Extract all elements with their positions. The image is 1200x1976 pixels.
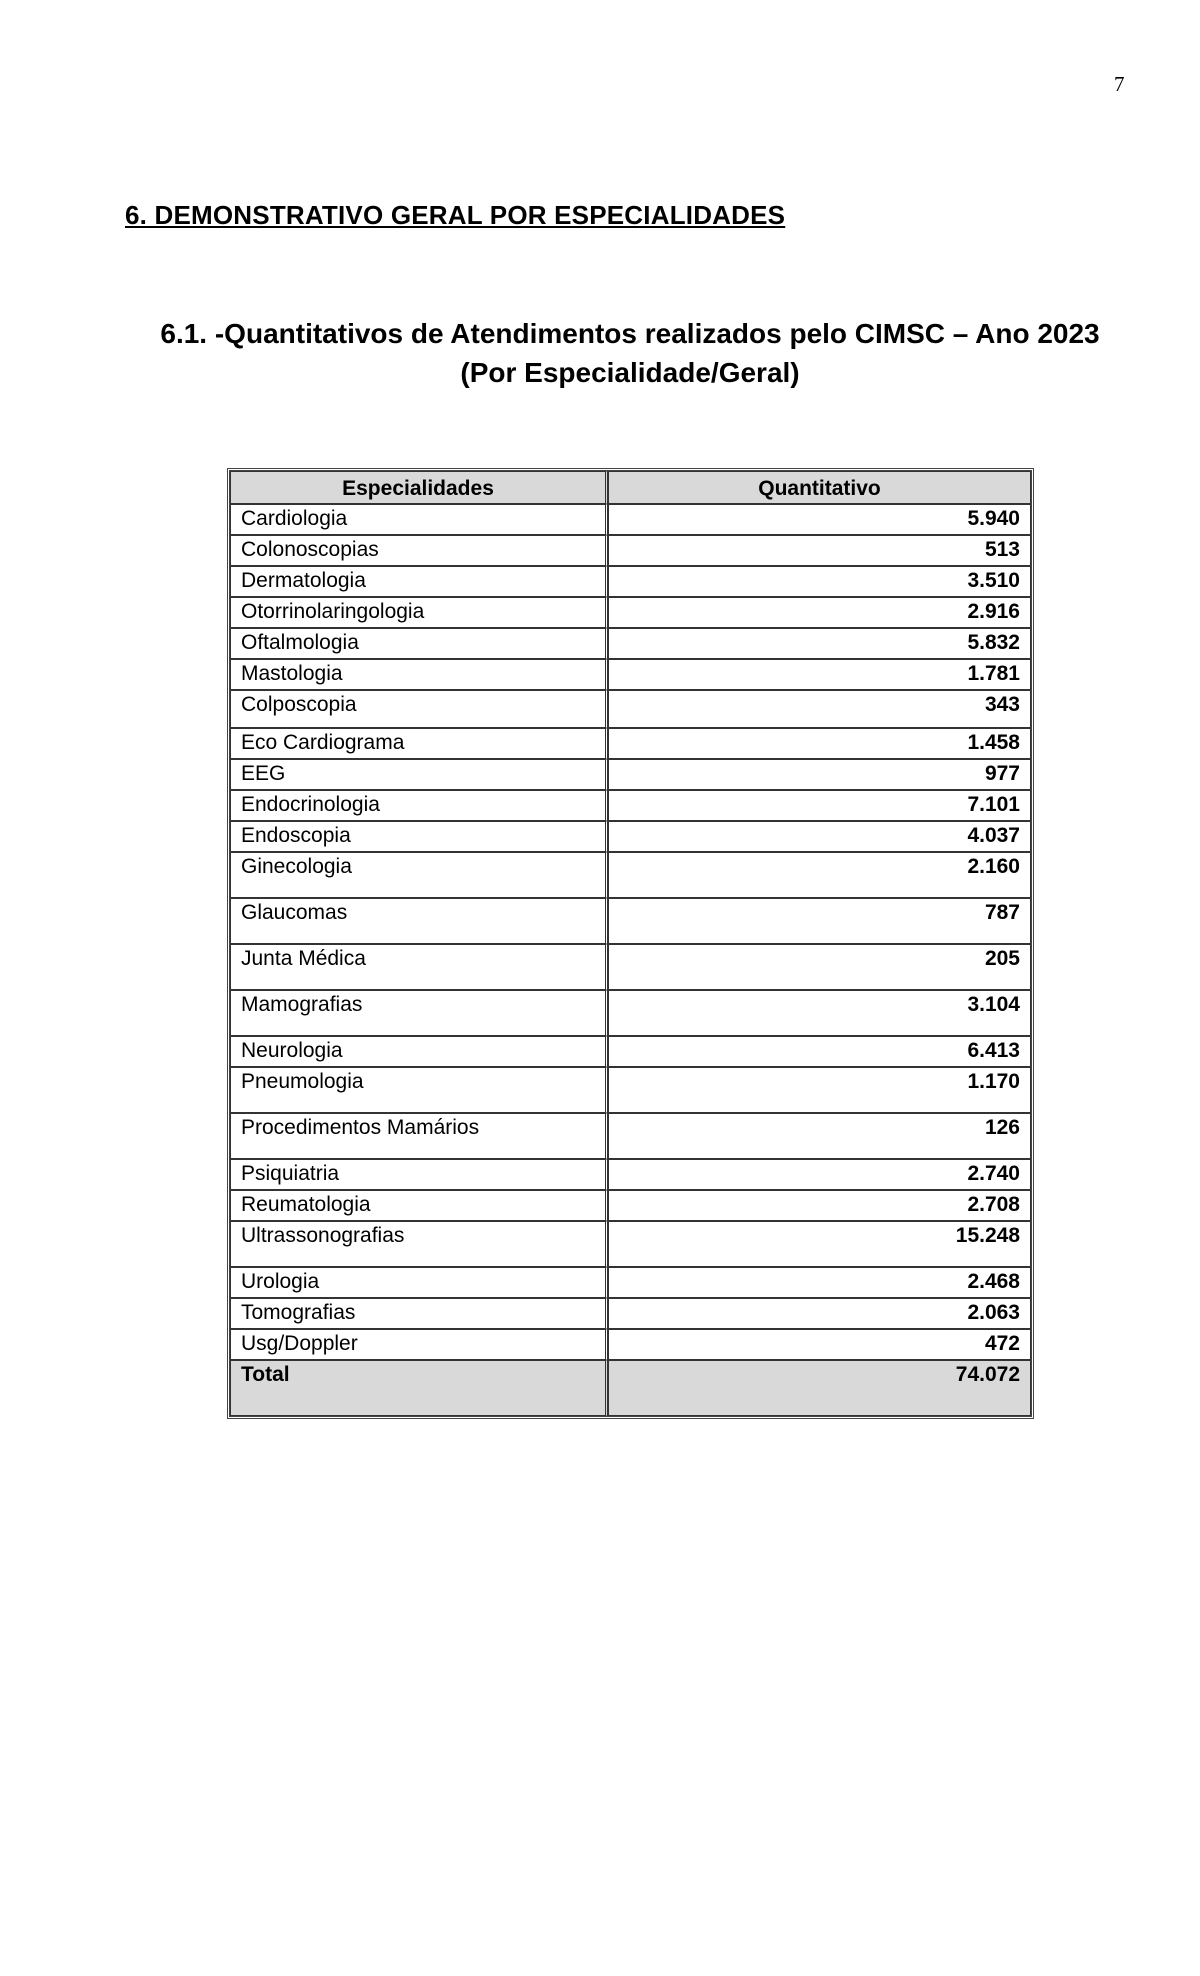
header-especialidades: Especialidades [230,471,608,504]
specialty-quantity: 2.468 [608,1267,1031,1298]
specialty-quantity: 787 [608,898,1031,944]
specialty-quantity: 472 [608,1329,1031,1360]
table-row [230,944,1031,990]
specialty-quantity: 977 [608,759,1031,790]
specialty-name: Eco Cardiograma [230,728,608,759]
table-row [230,659,1031,690]
header-quantitativo: Quantitativo [608,471,1031,504]
specialty-name: Oftalmologia [230,628,608,659]
specialty-name: Junta Médica [230,944,608,990]
table-row [230,1298,1031,1329]
table-row [230,1190,1031,1221]
specialty-name: Endocrinologia [230,790,608,821]
specialty-quantity: 205 [608,944,1031,990]
specialty-name: Colposcopia [230,690,608,728]
specialty-quantity: 2.916 [608,597,1031,628]
table-row [230,1113,1031,1159]
specialty-quantity: 2.063 [608,1298,1031,1329]
specialty-quantity: 126 [608,1113,1031,1159]
table-row [230,1267,1031,1298]
specialty-quantity: 2.160 [608,852,1031,898]
specialty-quantity: 5.832 [608,628,1031,659]
table-row [230,759,1031,790]
specialty-quantity: 343 [608,690,1031,728]
specialty-name: Urologia [230,1267,608,1298]
specialty-quantity: 6.413 [608,1036,1031,1067]
total-label: Total [230,1360,608,1416]
table-row [230,990,1031,1036]
specialty-quantity: 2.708 [608,1190,1031,1221]
specialty-name: Cardiologia [230,504,608,535]
specialty-name: Reumatologia [230,1190,608,1221]
specialty-quantity: 3.104 [608,990,1031,1036]
table-row [230,566,1031,597]
table-row [230,852,1031,898]
section-title: 6. DEMONSTRATIVO GERAL POR ESPECIALIDADES [125,200,786,230]
specialty-name: Otorrinolaringologia [230,597,608,628]
specialty-name: Procedimentos Mamários [230,1113,608,1159]
specialty-quantity: 4.037 [608,821,1031,852]
specialty-name: Glaucomas [230,898,608,944]
specialty-name: Tomografias [230,1298,608,1329]
page-number: 7 [1114,72,1125,96]
table-header-row [230,471,1031,504]
specialty-quantity: 1.170 [608,1067,1031,1113]
specialty-name: Ultrassonografias [230,1221,608,1267]
table-row [230,1159,1031,1190]
table-row [230,821,1031,852]
specialties-table [227,468,1034,1419]
specialty-quantity: 3.510 [608,566,1031,597]
table-row [230,597,1031,628]
table-title-line2: (Por Especialidade/Geral) [460,357,800,388]
table-row [230,1221,1031,1267]
table-row [230,728,1031,759]
specialty-name: Pneumologia [230,1067,608,1113]
table-row [230,628,1031,659]
table-row [230,1067,1031,1113]
specialty-quantity: 7.101 [608,790,1031,821]
specialty-name: Colonoscopias [230,535,608,566]
specialty-name: EEG [230,759,608,790]
table-row [230,1036,1031,1067]
table-row [230,504,1031,535]
specialty-name: Mamografias [230,990,608,1036]
specialty-name: Ginecologia [230,852,608,898]
table-title [120,314,1140,392]
table-body [230,504,1031,1416]
specialty-quantity: 2.740 [608,1159,1031,1190]
table-row [230,690,1031,728]
total-row [230,1360,1031,1416]
specialty-name: Endoscopia [230,821,608,852]
total-value: 74.072 [608,1360,1031,1416]
table-row [230,535,1031,566]
table-row [230,790,1031,821]
specialty-name: Neurologia [230,1036,608,1067]
specialty-quantity: 5.940 [608,504,1031,535]
specialty-quantity: 15.248 [608,1221,1031,1267]
specialty-name: Usg/Doppler [230,1329,608,1360]
specialty-name: Psiquiatria [230,1159,608,1190]
table-row [230,1329,1031,1360]
specialty-name: Mastologia [230,659,608,690]
specialty-quantity: 513 [608,535,1031,566]
specialty-name: Dermatologia [230,566,608,597]
specialty-quantity: 1.458 [608,728,1031,759]
table-row [230,898,1031,944]
specialty-quantity: 1.781 [608,659,1031,690]
table-title-line1: 6.1. -Quantitativos de Atendimentos realizados pelo CIMSC – Ano 2023 [160,318,1100,349]
